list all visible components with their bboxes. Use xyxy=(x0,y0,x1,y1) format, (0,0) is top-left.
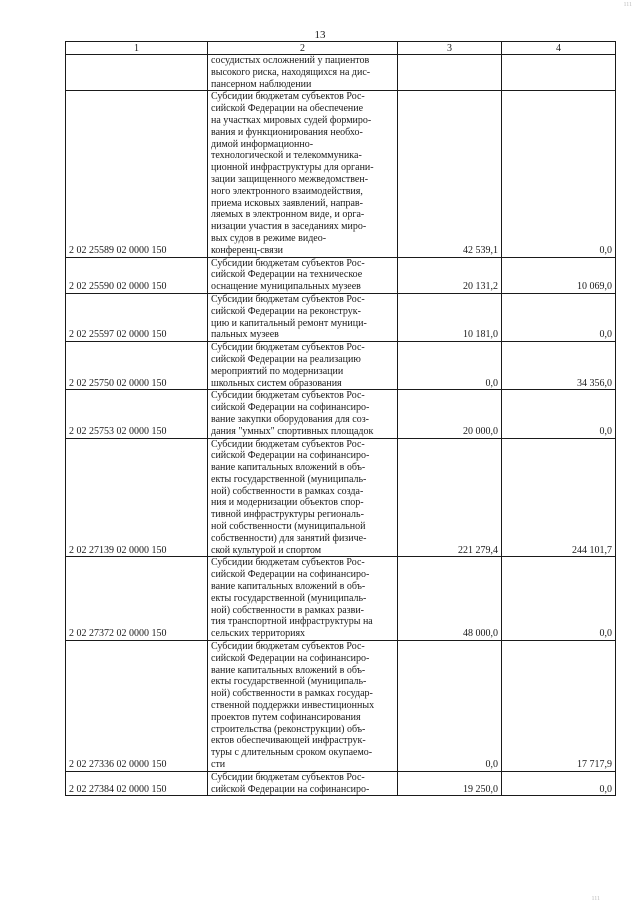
revenue-name-line: ного электронного взаимодействия, xyxy=(211,185,363,197)
revenue-name-line: сийской Федерации на софинансиро- xyxy=(211,450,370,462)
revenue-name xyxy=(208,390,398,438)
scan-mark-bottom: 111 xyxy=(591,896,600,902)
revenue-name-line: Субсидии бюджетам субъектов Рос- xyxy=(211,342,365,354)
table-row xyxy=(66,55,616,91)
amount-column-4: 0,0 xyxy=(502,771,616,796)
revenue-name-line: ной) собственности в рамках разви- xyxy=(211,604,365,616)
revenue-name-line: ной собственности (муниципальной xyxy=(211,521,366,533)
revenue-name-line: туры с длительным сроком окупаемо- xyxy=(211,747,373,759)
revenue-name-line: Субсидии бюджетам субъектов Рос- xyxy=(211,641,365,653)
revenue-name-line: цию и капитальный ремонт муници- xyxy=(211,317,367,329)
revenue-name xyxy=(208,438,398,557)
amount-column-4: 0,0 xyxy=(502,557,616,641)
table-row xyxy=(66,557,616,641)
revenue-name-line: ционной инфраструктуры для органи- xyxy=(211,162,374,174)
revenue-name-line: Субсидии бюджетам субъектов Рос- xyxy=(211,438,365,450)
table-row xyxy=(66,342,616,390)
revenue-name-line: тия транспортной инфраструктуры на xyxy=(211,616,373,628)
revenue-name-line: сосудистых осложнений у пациентов xyxy=(211,55,370,66)
scan-mark-top: 111 xyxy=(623,2,632,8)
revenue-name-line: ской культурой и спортом xyxy=(211,544,322,556)
revenue-name-line: собственности) для занятий физиче- xyxy=(211,532,367,544)
revenue-name xyxy=(208,55,398,91)
revenue-name xyxy=(208,91,398,257)
revenue-name xyxy=(208,557,398,641)
classification-code: 2 02 27139 02 0000 150 xyxy=(66,438,208,557)
revenue-name-line: сийской Федерации на софинансиро- xyxy=(211,402,370,414)
revenue-name-line: димой информационно- xyxy=(211,138,314,150)
revenue-name-line: вание закупки оборудования для соз- xyxy=(211,413,369,425)
column-header-1: 1 xyxy=(66,42,208,55)
revenue-name-line: ной) собственности в рамках государ- xyxy=(211,688,373,700)
revenue-name-line: приема исковых заявлений, направ- xyxy=(211,197,363,209)
classification-code: 2 02 25753 02 0000 150 xyxy=(66,390,208,438)
revenue-name-line: оснащение муниципальных музеев xyxy=(211,281,361,293)
revenue-name-line: Субсидии бюджетам субъектов Рос- xyxy=(211,557,365,569)
revenue-name-line: на участках мировых судей формиро- xyxy=(211,114,372,126)
revenue-name-line: дания "умных" спортивных площадок xyxy=(211,425,374,437)
amount-column-3: 10 181,0 xyxy=(398,293,502,341)
classification-code: 2 02 27336 02 0000 150 xyxy=(66,641,208,772)
amount-column-3: 42 539,1 xyxy=(398,91,502,257)
revenue-name-line: технологической и телекоммуника- xyxy=(211,150,362,162)
amount-column-3: 20 131,2 xyxy=(398,257,502,293)
amount-column-4 xyxy=(502,55,616,91)
revenue-name xyxy=(208,342,398,390)
table-body xyxy=(66,55,616,796)
revenue-name-line: Субсидии бюджетам субъектов Рос- xyxy=(211,293,365,305)
revenue-name-line: тивной инфраструктуры региональ- xyxy=(211,509,364,521)
revenue-name-line: Субсидии бюджетам субъектов Рос- xyxy=(211,390,365,402)
revenue-name-line: вания и функционирования необхо- xyxy=(211,126,363,138)
classification-code: 2 02 25590 02 0000 150 xyxy=(66,257,208,293)
revenue-name-line: сельских территориях xyxy=(211,628,306,640)
column-header-3: 3 xyxy=(398,42,502,55)
revenue-name-line: сти xyxy=(211,759,226,771)
revenue-name-line: Субсидии бюджетам субъектов Рос- xyxy=(211,91,365,103)
amount-column-3: 221 279,4 xyxy=(398,438,502,557)
revenue-name-line: конференц-связи xyxy=(211,244,284,256)
revenue-name-line: сийской Федерации на софинансиро- xyxy=(211,783,370,795)
revenue-name-line: мероприятий по модернизации xyxy=(211,365,344,377)
amount-column-3: 20 000,0 xyxy=(398,390,502,438)
amount-column-4: 0,0 xyxy=(502,390,616,438)
revenue-name-line: вание капитальных вложений в объ- xyxy=(211,581,366,593)
table-row xyxy=(66,257,616,293)
classification-code xyxy=(66,55,208,91)
amount-column-3: 0,0 xyxy=(398,641,502,772)
revenue-name-line: Субсидии бюджетам субъектов Рос- xyxy=(211,257,365,269)
amount-column-4: 10 069,0 xyxy=(502,257,616,293)
classification-code: 2 02 27384 02 0000 150 xyxy=(66,771,208,796)
revenue-name-line: вание капитальных вложений в объ- xyxy=(211,664,366,676)
amount-column-4: 34 356,0 xyxy=(502,342,616,390)
table-row xyxy=(66,91,616,257)
table-row xyxy=(66,641,616,772)
classification-code: 2 02 25750 02 0000 150 xyxy=(66,342,208,390)
classification-code: 2 02 27372 02 0000 150 xyxy=(66,557,208,641)
column-header-2: 2 xyxy=(208,42,398,55)
amount-column-4: 244 101,7 xyxy=(502,438,616,557)
revenue-name-line: ектов обеспечивающей инфраструк- xyxy=(211,735,366,747)
revenue-name-line: сийской Федерации на реконструк- xyxy=(211,305,361,317)
revenue-name-line: сийской Федерации на реализацию xyxy=(211,353,361,365)
amount-column-4: 0,0 xyxy=(502,91,616,257)
amount-column-3: 48 000,0 xyxy=(398,557,502,641)
amount-column-3: 0,0 xyxy=(398,342,502,390)
revenue-name-line: высокого риска, находящихся на дис- xyxy=(211,66,371,78)
table-row xyxy=(66,771,616,796)
classification-code: 2 02 25589 02 0000 150 xyxy=(66,91,208,257)
amount-column-4: 0,0 xyxy=(502,293,616,341)
revenue-name-line: сийской Федерации на обеспечение xyxy=(211,103,364,115)
revenue-name-line: ной) собственности в рамках созда- xyxy=(211,485,364,497)
table-row xyxy=(66,438,616,557)
revenue-name-line: пальных музеев xyxy=(211,329,279,341)
revenue-name-line: вание капитальных вложений в объ- xyxy=(211,462,366,474)
revenue-name-line: екты государственной (муниципаль- xyxy=(211,592,367,604)
revenue-name-line: зации защищенного межведомствен- xyxy=(211,173,369,185)
table-header xyxy=(66,42,616,55)
revenue-name-line: Субсидии бюджетам субъектов Рос- xyxy=(211,771,365,783)
classification-code: 2 02 25597 02 0000 150 xyxy=(66,293,208,341)
revenue-name-line: екты государственной (муниципаль- xyxy=(211,676,367,688)
amount-column-3: 19 250,0 xyxy=(398,771,502,796)
revenue-name-line: вых судов в режиме видео- xyxy=(211,232,327,244)
amount-column-4: 17 717,9 xyxy=(502,641,616,772)
revenue-name-line: екты государственной (муниципаль- xyxy=(211,473,367,485)
budget-table xyxy=(65,41,616,796)
revenue-name-line: низации участия в заседаниях миро- xyxy=(211,221,367,233)
page-number: 13 xyxy=(314,29,326,41)
revenue-name-line: ственной поддержки инвестиционных xyxy=(211,700,375,712)
revenue-name-line: ния и модернизации объектов спор- xyxy=(211,497,364,509)
revenue-name xyxy=(208,771,398,796)
revenue-name-line: школьных систем образования xyxy=(211,377,342,389)
column-header-4: 4 xyxy=(502,42,616,55)
revenue-name xyxy=(208,641,398,772)
amount-column-3 xyxy=(398,55,502,91)
revenue-name-line: сийской Федерации на техническое xyxy=(211,269,363,281)
revenue-name-line: ляемых в электронном виде, и орга- xyxy=(211,209,365,221)
revenue-name-line: строительства (реконструкции) объ- xyxy=(211,723,366,735)
header-row xyxy=(66,42,616,55)
revenue-name-line: сийской Федерации на софинансиро- xyxy=(211,652,370,664)
revenue-name xyxy=(208,293,398,341)
table-row xyxy=(66,293,616,341)
revenue-name-line: проектов путем софинансирования xyxy=(211,711,361,723)
revenue-name-line: сийской Федерации на софинансиро- xyxy=(211,569,370,581)
revenue-name-line: пансерном наблюдении xyxy=(211,78,312,90)
table-row xyxy=(66,390,616,438)
revenue-name xyxy=(208,257,398,293)
